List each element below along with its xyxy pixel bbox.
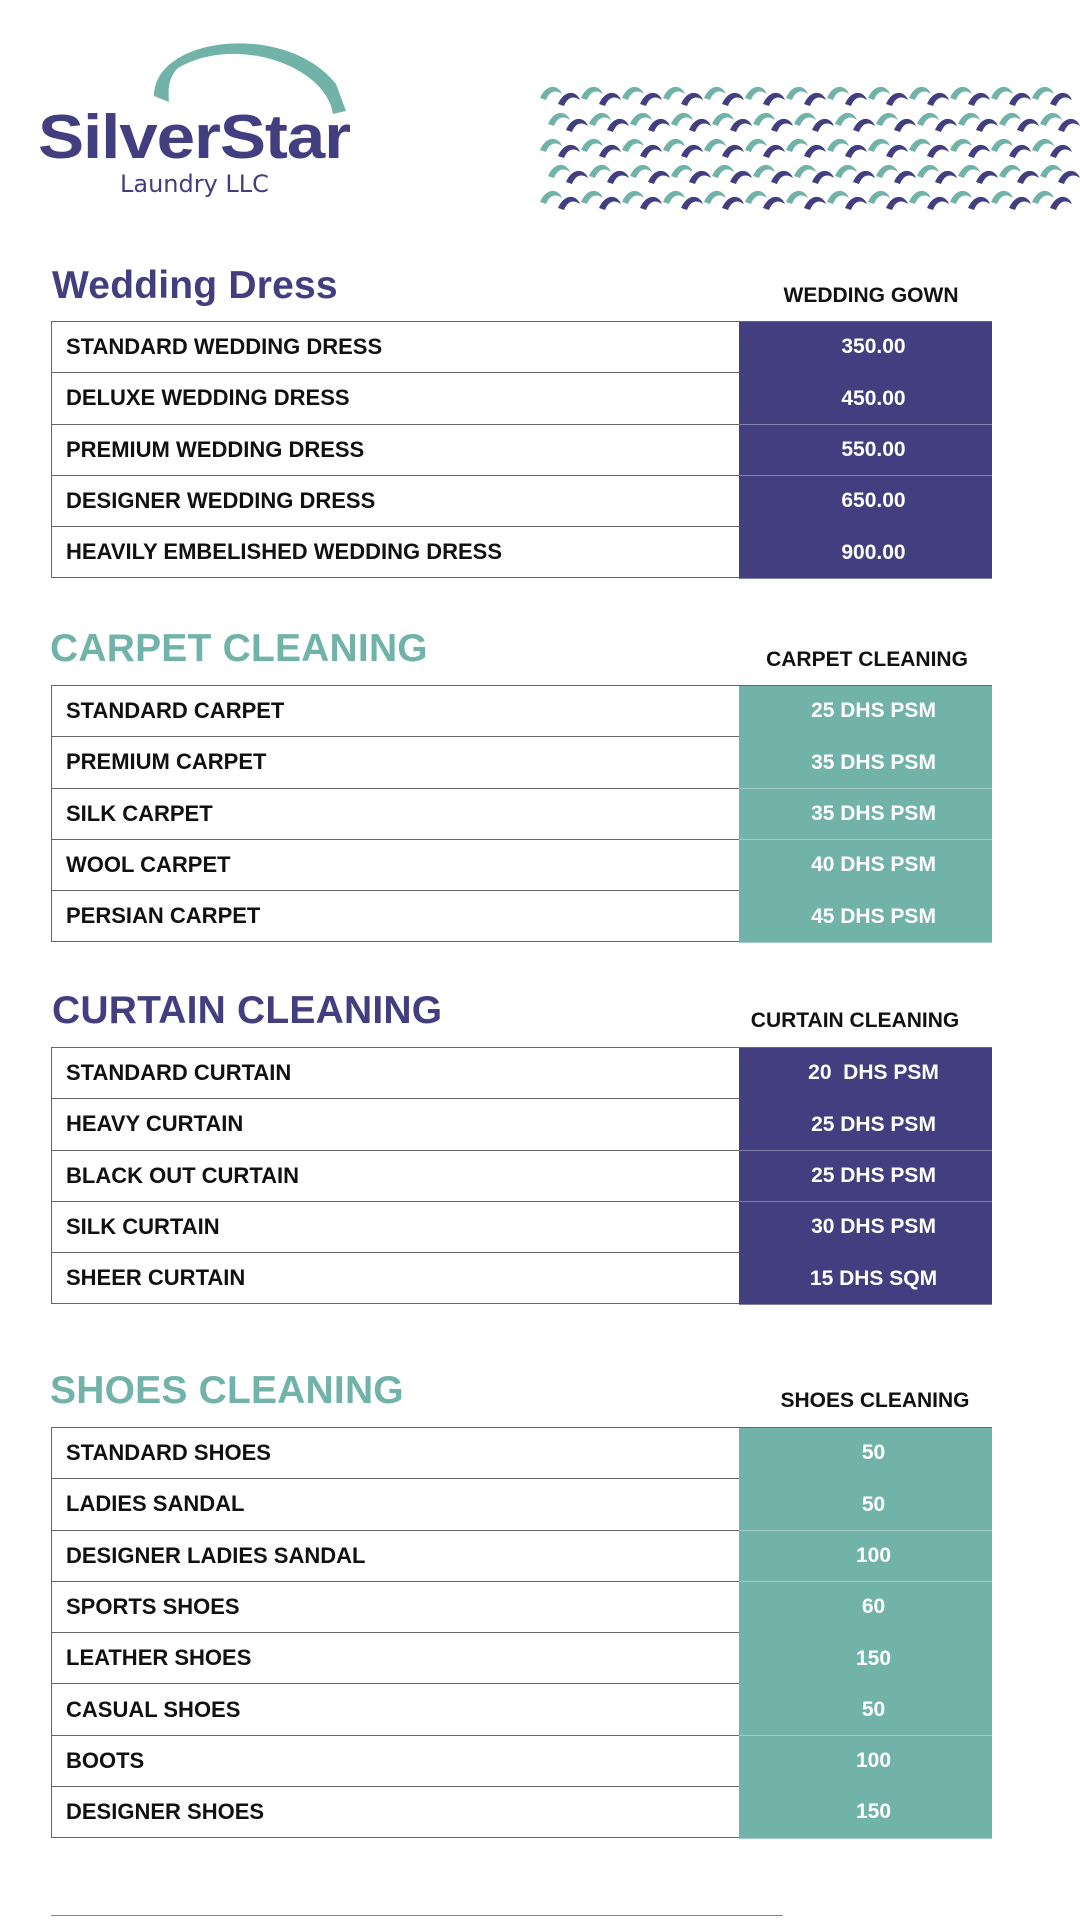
section-title: CARPET CLEANING [50,627,428,670]
item-name: HEAVY CURTAIN [66,1111,244,1137]
wave-teal-shape [548,165,570,178]
wave-purple-shape [1017,119,1039,132]
table-row [51,1684,992,1735]
wave-purple-shape [722,93,744,106]
wave-purple-shape [681,197,703,210]
item-name: WOOL CARPET [66,852,231,878]
wave-purple-shape [935,119,957,132]
item-price: 45 DHS PSM [739,891,992,943]
wave-purple-shape [804,93,826,106]
wave-teal-shape [540,139,562,152]
wave-teal-shape [827,191,849,204]
item-name: PERSIAN CARPET [66,903,261,929]
wave-teal-shape [991,191,1013,204]
wave-teal-shape [909,139,931,152]
item-price: 30 DHS PSM [739,1202,992,1254]
wave-purple-shape [968,197,990,210]
wave-purple-shape [763,145,785,158]
wave-teal-shape [950,191,972,204]
column-header: CURTAIN CLEANING [750,1009,960,1032]
wave-purple-shape [763,197,785,210]
table-row [51,527,992,578]
wave-teal-shape [999,113,1021,126]
column-header: SHOES CLEANING [780,1389,970,1412]
wave-purple-shape [1009,197,1031,210]
wave-teal-shape [827,87,849,100]
divider [51,1915,783,1916]
item-price: 50 [739,1684,992,1736]
column-header: WEDDING GOWN [783,284,959,307]
wave-purple-shape [812,119,834,132]
wave-purple-shape [845,145,867,158]
item-price: 650.00 [739,476,992,528]
wave-teal-shape [991,87,1013,100]
wave-purple-shape [607,119,629,132]
wave-teal-shape [753,113,775,126]
wave-teal-shape [950,139,972,152]
wave-purple-shape [607,171,629,184]
wave-teal-shape [581,87,603,100]
item-name: STANDARD CARPET [66,698,285,724]
wave-teal-shape [753,165,775,178]
item-name: PREMIUM CARPET [66,749,267,775]
wave-teal-shape [745,191,767,204]
wave-purple-shape [689,119,711,132]
item-price: 50 [739,1479,992,1531]
wave-purple-shape [845,93,867,106]
wave-teal-shape [548,113,570,126]
item-name: SILK CARPET [66,800,213,826]
column-header: CARPET CLEANING [766,648,968,671]
wave-purple-shape [894,119,916,132]
section-title: CURTAIN CLEANING [52,989,443,1032]
item-price: 150 [739,1633,992,1685]
wave-purple-shape [927,145,949,158]
wave-purple-shape [558,145,580,158]
wave-purple-shape [722,145,744,158]
item-price: 900.00 [739,527,992,579]
wave-purple-shape [804,197,826,210]
table-row [51,891,992,942]
wave-purple-shape [853,171,875,184]
wave-teal-shape [540,191,562,204]
wave-teal-shape [909,191,931,204]
wave-teal-shape [745,139,767,152]
wave-teal-shape [540,87,562,100]
table-row [51,1736,992,1787]
wave-teal-shape [794,165,816,178]
wave-teal-shape [909,87,931,100]
wave-teal-shape [1040,113,1062,126]
wave-teal-shape [663,191,685,204]
wave-purple-shape [730,119,752,132]
wave-teal-shape [581,191,603,204]
item-name: DESIGNER SHOES [66,1799,265,1825]
item-price: 150 [739,1787,992,1839]
table-row [51,1633,992,1684]
wave-teal-shape [868,139,890,152]
wave-purple-shape [886,145,908,158]
wave-teal-shape [704,191,726,204]
wave-teal-shape [917,165,939,178]
silverstar-logo [36,26,356,206]
table-row [51,686,992,737]
wave-teal-shape [917,113,939,126]
wave-teal-shape [712,113,734,126]
wave-purple-shape [935,171,957,184]
wave-teal-shape [745,87,767,100]
wave-purple-shape [894,171,916,184]
wave-purple-shape [722,197,744,210]
item-name: STANDARD WEDDING DRESS [66,334,383,360]
table-row [51,1428,992,1479]
wave-teal-shape [991,139,1013,152]
item-name: PREMIUM WEDDING DRESS [66,436,365,462]
wave-purple-shape [853,119,875,132]
wave-purple-shape [689,171,711,184]
wave-purple-shape [1058,119,1080,132]
wave-teal-shape [786,87,808,100]
wave-teal-shape [958,165,980,178]
logo-wordmark: SilverStar [38,103,351,172]
wave-purple-shape [1050,197,1072,210]
wave-purple-shape [968,145,990,158]
item-price: 50 [739,1428,992,1480]
wave-purple-shape [886,93,908,106]
wave-purple-shape [566,119,588,132]
item-price: 450.00 [739,373,992,425]
item-price: 40 DHS PSM [739,840,992,892]
wave-teal-shape [958,113,980,126]
table-row [51,373,992,424]
wave-purple-shape [1058,171,1080,184]
wave-teal-shape [868,191,890,204]
wave-purple-shape [648,119,670,132]
wave-teal-shape [868,87,890,100]
wave-purple-shape [763,93,785,106]
wave-teal-shape [622,191,644,204]
item-name: DESIGNER WEDDING DRESS [66,488,376,514]
item-price: 25 DHS PSM [739,1099,992,1151]
item-name: STANDARD SHOES [66,1440,271,1466]
wave-purple-shape [599,145,621,158]
table-row [51,1151,992,1202]
wave-teal-shape [704,139,726,152]
table-row [51,476,992,527]
logo-subtitle: Laundry LLC [120,170,269,198]
wave-teal-shape [950,87,972,100]
item-price: 20 DHS PSM [739,1048,992,1100]
wave-purple-shape [566,171,588,184]
price-table [51,1427,992,1838]
table-row [51,737,992,788]
wave-teal-shape [712,165,734,178]
table-row [51,1202,992,1253]
wave-teal-shape [876,113,898,126]
price-table [51,685,992,942]
item-name: DESIGNER LADIES SANDAL [66,1542,366,1568]
item-name: LADIES SANDAL [66,1491,245,1517]
item-name: HEAVILY EMBELISHED WEDDING DRESS [66,539,502,565]
wave-purple-shape [558,197,580,210]
section-title: Wedding Dress [52,264,338,307]
wave-teal-shape [876,165,898,178]
wave-purple-shape [640,145,662,158]
wave-purple-shape [804,145,826,158]
wave-teal-shape [581,139,603,152]
item-price: 350.00 [739,322,992,374]
item-price: 100 [739,1531,992,1583]
wave-purple-shape [1009,145,1031,158]
item-name: SPORTS SHOES [66,1594,240,1620]
wave-teal-shape [704,87,726,100]
table-row [51,1582,992,1633]
wave-purple-shape [845,197,867,210]
wave-purple-shape [927,93,949,106]
wave-purple-shape [599,93,621,106]
wave-teal-shape [671,165,693,178]
wave-teal-shape [1040,165,1062,178]
item-name: LEATHER SHOES [66,1645,252,1671]
item-name: BOOTS [66,1747,145,1773]
wave-purple-shape [1050,145,1072,158]
wave-purple-shape [648,171,670,184]
table-row [51,1099,992,1150]
wave-purple-shape [976,119,998,132]
table-row [51,1531,992,1582]
item-price: 100 [739,1736,992,1788]
wave-purple-shape [681,93,703,106]
price-table [51,321,992,578]
wave-teal-shape [663,139,685,152]
item-price: 15 DHS SQM [739,1253,992,1305]
wave-teal-shape [835,165,857,178]
table-row [51,1787,992,1838]
item-name: CASUAL SHOES [66,1696,241,1722]
wave-purple-shape [599,197,621,210]
table-row [51,322,992,373]
wave-teal-shape [630,113,652,126]
item-name: SILK CURTAIN [66,1214,220,1240]
item-name: SHEER CURTAIN [66,1265,246,1291]
item-price: 25 DHS PSM [739,1151,992,1203]
wave-purple-shape [730,171,752,184]
wave-purple-shape [1017,171,1039,184]
section-title: SHOES CLEANING [50,1369,404,1412]
item-name: BLACK OUT CURTAIN [66,1162,300,1188]
wave-teal-shape [671,113,693,126]
wave-teal-shape [794,113,816,126]
table-row [51,1479,992,1530]
wave-purple-shape [1050,93,1072,106]
wave-teal-shape [630,165,652,178]
wave-purple-shape [640,93,662,106]
wave-purple-shape [927,197,949,210]
wave-purple-shape [812,171,834,184]
item-price: 60 [739,1582,992,1634]
wave-teal-shape [589,165,611,178]
item-name: DELUXE WEDDING DRESS [66,385,350,411]
wave-teal-shape [589,113,611,126]
wave-purple-shape [640,197,662,210]
wave-purple-shape [771,119,793,132]
price-table [51,1047,992,1304]
table-row [51,789,992,840]
wave-purple-shape [771,171,793,184]
wave-teal-shape [1032,191,1054,204]
wave-teal-shape [663,87,685,100]
table-row [51,1048,992,1099]
wave-teal-shape [786,191,808,204]
item-name: STANDARD CURTAIN [66,1060,292,1086]
wave-teal-shape [622,139,644,152]
wave-purple-shape [1009,93,1031,106]
wave-purple-shape [968,93,990,106]
table-row [51,425,992,476]
wave-teal-shape [827,139,849,152]
wave-pattern-decoration [540,78,1080,210]
wave-teal-shape [786,139,808,152]
wave-teal-shape [622,87,644,100]
wave-teal-shape [835,113,857,126]
wave-purple-shape [558,93,580,106]
table-row [51,1253,992,1304]
wave-teal-shape [999,165,1021,178]
wave-teal-shape [1032,87,1054,100]
wave-teal-shape [1032,139,1054,152]
item-price: 550.00 [739,425,992,477]
wave-purple-shape [976,171,998,184]
wave-purple-shape [886,197,908,210]
item-price: 35 DHS PSM [739,737,992,789]
table-row [51,840,992,891]
item-price: 35 DHS PSM [739,789,992,841]
item-price: 25 DHS PSM [739,686,992,738]
wave-purple-shape [681,145,703,158]
